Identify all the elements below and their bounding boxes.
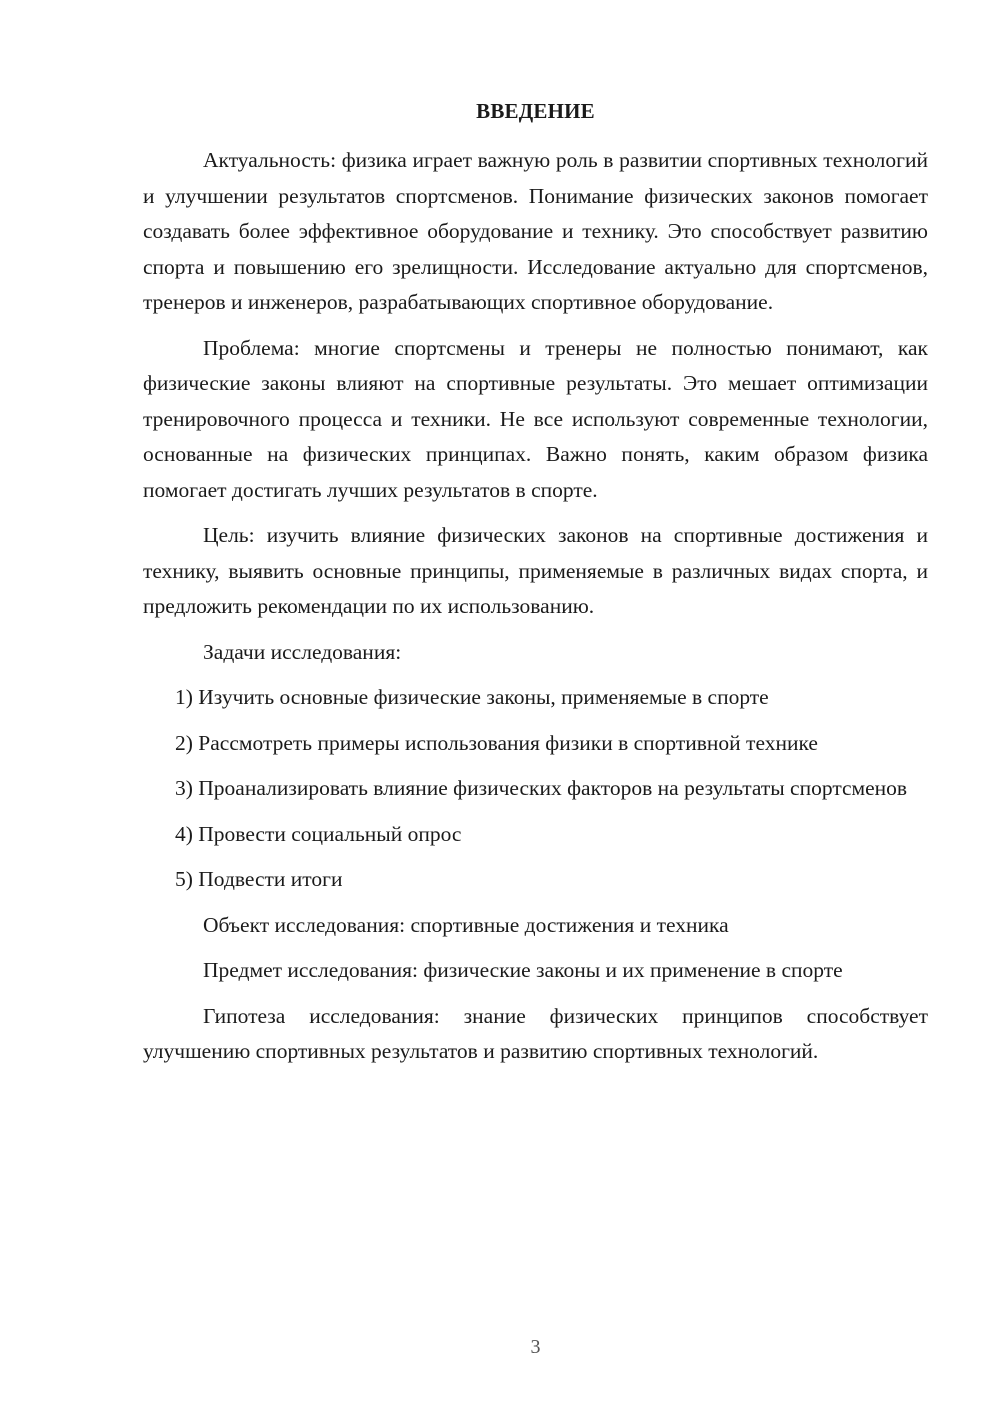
hypothesis-paragraph: Гипотеза исследования: знание физических принципов способствует улучшению спортивных результатов и развитию спортивных технологий. bbox=[143, 1003, 928, 1063]
goal-paragraph: Цель: изучить влияние физических законов на спортивные достижения и технику, выявить основные принципы, применяемые в различных видах спорта, и предложить рекомендации по их использованию. bbox=[143, 523, 928, 618]
relevance-paragraph: Актуальность: физика играет важную роль в развитии спортивных технологий и улучшении результатов спортсменов. Понимание физических законов помогает создавать более эффективное оборудование и технику. Это способствует развитию спорта и повышению его зрелищности. Исследование актуально для спортсменов, тренеров и инженеров, разрабатывающих спортивное оборудование. bbox=[143, 148, 928, 314]
subject-paragraph: Предмет исследования: физические законы и их применение в спорте bbox=[203, 958, 843, 982]
section-title: ВВЕДЕНИЕ bbox=[476, 99, 595, 123]
task-item-1: 1) Изучить основные физические законы, применяемые в спорте bbox=[175, 685, 769, 709]
task-item-5: 5) Подвести итоги bbox=[175, 867, 343, 891]
task-item-4: 4) Провести социальный опрос bbox=[175, 821, 462, 846]
page-number: 3 bbox=[530, 1336, 541, 1358]
document-body bbox=[143, 143, 928, 1080]
document-page bbox=[143, 0, 928, 1414]
tasks-heading: Задачи исследования: bbox=[203, 639, 402, 664]
object-paragraph: Объект исследования: спортивные достижения и техника bbox=[203, 912, 729, 937]
task-item-3: 3) Проанализировать влияние физических факторов на результаты спортсменов bbox=[175, 776, 908, 800]
task-item-2: 2) Рассмотреть примеры использования физики в спортивной технике bbox=[175, 730, 818, 755]
problem-paragraph: Проблема: многие спортсмены и тренеры не полностью понимают, как физические законы влияют на спортивные результаты. Это мешает оптимизации тренировочного процесса и техники. Не все используют современные технологии, основанные на физических принципах. Важно понять, каким образом физика помогает достигать лучших результатов в спорте. bbox=[143, 335, 928, 502]
